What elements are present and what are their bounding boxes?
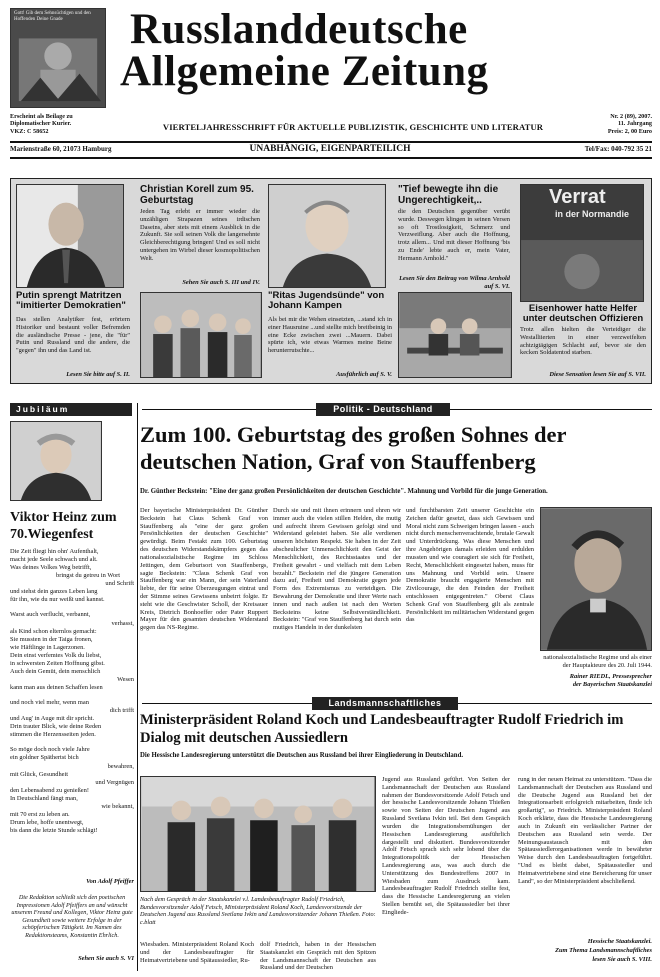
arnhold-body: die den Deutschen gegenüber verübt wurde. Deswegen klingen in seinen Versen so oft Trostlosigkeit, Schmerz und Verzweiflung. Aber auch die Hoffnung, trotz allem... Und mit dieser Hoffnung 'bis zu Ende' lebte auch er, mein Vater, Hermann Arnhold." (398, 208, 510, 262)
poem-line: und noch viel mehr, wenn man (10, 699, 89, 707)
bench-photo-icon (399, 293, 511, 377)
kampen-headline[interactable]: "Ritas Jugendsünde" von Johann Kampen (268, 290, 385, 311)
kampen-body: Als bei mir die Wehen einsetzten, ...stand ich in einer Hausruine ...und stellte mich breitbeinig in eine Ecke zwischen zwei ...Mauern. Dabei spürte ich, wie etwas Warmes meine Beine herunterrutschte... (268, 316, 392, 355)
poem-line: ein goldner Späthertst bich (10, 754, 79, 762)
masthead-logo-image (10, 8, 106, 108)
lands-col2: dolf Friedrich, haben in der Hessischen Staatskanzlei ein Gespräch mit den Spitzen der Landsmannschaft der Deutschen aus Russland und der Deutschen (260, 941, 376, 971)
lands-signature-org: Hessische Staatskanzlei. (587, 938, 652, 945)
poem-line: Auch dein Gemüt, dein menschlich (10, 667, 101, 675)
poem-line: bringst du getreu in Wort (56, 572, 120, 580)
poem-line: Sie mussten in der Taiga fronen, (10, 635, 93, 643)
masthead-divider-bottom (10, 157, 652, 159)
poem-line: bis dann die letzte Stunde schlägt! (10, 827, 98, 834)
book-title: Verrat (549, 186, 606, 208)
poem-line: Warst auch verflucht, verbannt, (10, 611, 91, 619)
lands-headline[interactable]: Ministerpräsident Roland Koch und Landesbeauftragter Rudolf Friedrich im Dialog mit deutschen Aussiedlern (140, 712, 624, 746)
book-subtitle: in der Normandie (555, 209, 630, 219)
lands-lead: Die Hessische Landesregierung unterstützt die Deutschen aus Russland bei ihrer Eingliederung in Deutschland. (140, 752, 464, 759)
lands-col4: rung in der neuen Heimat zu unterstützen. "Dass die Landsmannschaft der Deutschen aus Russland und die Deutsche Jugend aus Russland bei der Integrationsarbeit erfolgreich mitarbeiten, finde ich großartig", so Friedrich. Ministerpräsident Roland Koch erklärte, dass die Hessische Landesregierung auch in Zukunft ein verlässlicher Partner der Deutschen aus Russland sein werde. Der Meinungsaustausch mit den Spätaussiedlerorganisationen werde in bewährter Weise durch den Landesbeauftragten fortgeführt. "Und es bleibt dabei, Spätaussiedler und Heimatvertriebene sind eine Bereicherung für unser Land", so der Ministerpräsident abschließend. (518, 776, 652, 885)
masthead-title-line2: Allgemeine Zeitung (120, 48, 489, 95)
korell-headline[interactable]: Christian Korell zum 95. Geburtstag (140, 184, 254, 206)
poem-line: Drin trauter Blick, wie deine Reden (10, 723, 102, 731)
portrait-icon (269, 185, 385, 287)
korell-family-photo (140, 292, 262, 378)
politik-signature-name: Rainer RIEDL, Pressesprecher (569, 673, 652, 680)
politik-signature-org: der Bayerischen Staatskanzlei (572, 681, 652, 688)
korell-body: Jeden Tag erlebt er immer wieder die unzähligen Strapazen seines irdischen Daseins, aber stets mit einem Ausblick in die Zukunft. Sie soll seinen Volk die langersehnte Gleichberechtigung bringen! Und es soll nicht untergehen im Wirbel dieser kosmopolitischen Welt. (140, 208, 260, 262)
poem-line: In Deutschland fängt man, (10, 794, 78, 802)
arnhold-bench-photo (398, 292, 512, 378)
politik-lead: Dr. Günther Beckstein: "Eine der ganz großen Persönlichkeiten der deutschen Geschichte". Mahnung und Vorbild für die junge Generation. (140, 488, 548, 495)
eisenhower-body: Trotz allen hielten die Verteidiger die Westalliierten in einer verzweifelten achtzigtägigen Schlacht auf, bevor sie den kecken Soldatentod starben. (520, 326, 646, 357)
lands-signature-ref1[interactable]: Zum Thema Landsmannschaftliches (555, 947, 652, 954)
poem-line: kann man aus deinen Schaffen lesen (10, 684, 103, 691)
putin-page-ref[interactable]: Lesen Sie bitte auf S. II. (66, 371, 130, 378)
masthead-left-info-line: Erscheint als Beilage zu (10, 113, 73, 120)
politik-col2: Durch sie und mit ihnen erinnern und ehren wir immer auch die vielen stillen Helden, die mutig und aufrecht ihrem Gewissen gefolgt sind und Widerstand geleistet haben. Sie alle verdienen unseren höchsten Respekt. Sie haben in der Zeit abscheulicher Unmenschlichkeit den Geist der Menschlichkeit, des Rechtsstaates und der Freiheit gewahrt - und vielfach mit dem Leben bezahlt." Beckstein rief die jüngere Generation dazu auf, Freiheit und Demokratie gegen jede Form des Extremismus zu verteidigen. Die Bewahrung der Demokratie und ihrer Werte nach innen und nach außen ist nach den Worten Becksteins keine Selbstverständlichkeit. Beckstein: "Graf von Stauffenberg hat durch sein mutiges Handeln in der dunkelsten (273, 507, 401, 632)
lands-signature-ref2[interactable]: lesen Sie auch S. VIII. (592, 956, 652, 963)
politik-col1: Der bayerische Ministerpräsident Dr. Günther Beckstein hat Claus Schenk Graf von Stauffenberg als "eine der ganz großen Persönlichkeiten der deutschen Geschichte" gewürdigt. Beim Festakt zum 100. Geburtstag des deutschen Widerstandskämpfers gegen das nationalsozialistische Regime im Schloss Jettingen, dem Geburtsort von Stauffenbergs, sagte Beckstein: "Claus Schenk Graf von Stauffenberg war ein Mann, der sein Vaterland liebte, der für seine Überzeugungen eintrat und der Stimme seines Gewissens unbeirrt folgte. Er steht wie die Geschwister Scholl, der Kreisauer Kreis, Dietrich Bonhoeffer oder Pater Ruppert Mayer für den gesamten deutschen Widerstand gegen das NS-Regime. (140, 507, 268, 632)
logo-caption: Gott! Gib dem Sehnsüchtigen und den Hoffenden Deine Gnade (14, 11, 91, 22)
arnhold-headline[interactable]: "Tief bewegte ihn die Ungerechtigkeit,.. (398, 184, 499, 206)
poem-line: wie bekannt, (101, 802, 134, 810)
group-photo-icon (141, 777, 375, 891)
putin-headline[interactable]: Putin sprengt Matritzen "imitierter Demokratien" (16, 290, 126, 311)
lands-section-label: Landsmannschaftliches (312, 697, 458, 710)
poem-line: als Kind schon elternlos gemacht: (10, 627, 97, 635)
verrat-book-cover (520, 184, 644, 302)
masthead-left-info-line: Diplomatischer Kurier. (10, 120, 72, 128)
jubilaeum-closing: Die Redaktion schließt sich den poetischen Impressionen Adolf Pfeiffers an und wünscht unserem Freund und Kollegen, Viktor Heinz gute Gesundheit sowie weitere Erfolge in der schöpferischen Tätigkeit. Im Namen des Redaktionsteams, Konstantin Ehrlich. (11, 894, 133, 939)
poem-line: mit Glück, Gesundheit (10, 770, 69, 778)
jubilaeum-page-ref[interactable]: Sehen Sie auch S. VI (78, 955, 134, 962)
putin-body: Das stellen Analytiker fest, erörtern Historiker und bestaunt voller Befremden die ausländische Presse - jene, die "für" Putin und Russland und die andere, die "gegen" ihn und das Land ist. (16, 316, 130, 355)
kampen-photo (268, 184, 386, 288)
jubilaeum-label: Jubiläum (10, 403, 132, 416)
eisenhower-page-ref[interactable]: Diese Sensation lesen Sie auf S. VII. (549, 371, 646, 378)
koch-group-photo (140, 776, 376, 892)
poem-line: mit 70 erst zu leben an. (10, 810, 70, 818)
poem-line: stimmen die Herzensseiten jeden. (10, 731, 96, 739)
poem-line: wie Häftlinge in Lagerzonen. (10, 643, 85, 651)
jubilaeum-poem (10, 548, 134, 835)
poem-line: dich trifft (109, 707, 134, 715)
portrait-icon (541, 508, 651, 650)
poem-line: und Vergnügen (95, 778, 134, 786)
masthead-left-info (10, 113, 120, 135)
masthead-address: Marienstraße 60, 21073 Hamburg (10, 145, 112, 153)
politik-col4: nationalsozialistische Regime und als einer der Hauptakteure des 20. Juli 1944. (543, 654, 652, 669)
masthead-issue-info (580, 113, 652, 135)
putin-photo (16, 184, 124, 288)
masthead-subtitle: VIERTELJAHRESSCHRIFT FÜR AKTUELLE PUBLIZISTIK, GESCHICHTE UND LITERATUR (162, 122, 544, 132)
poem-line (10, 604, 134, 611)
masthead-title-line1: Russlanddeutsche (130, 6, 468, 53)
group-photo-icon (141, 293, 261, 377)
stauffenberg-photo (540, 507, 652, 651)
poem-author: Von Adolf Pfeiffer (86, 878, 134, 885)
logo-illustration-icon (11, 9, 105, 107)
sidebar-divider (137, 403, 138, 971)
korell-page-ref[interactable]: Sehen Sie auch S. III und IV. (182, 279, 260, 286)
politik-section-label: Politik - Deutschland (316, 403, 450, 416)
jubilaeum-headline[interactable]: Viktor Heinz zum 70.Wiegenfest (10, 510, 117, 542)
issue-year: 11. Jahrgang (617, 120, 652, 128)
poem-line: Wesen (117, 675, 134, 683)
poem-line: und Aug' in Auge mit dir spricht. (10, 715, 95, 723)
poem-line: den Lebensabend zu genießen! (10, 786, 89, 794)
poem-line: Dein einst verfemtes Volk du liebst, (10, 651, 102, 659)
masthead-motto: UNABHÄNGIG, EIGENPARTEILICH (249, 144, 411, 154)
poem-line (10, 692, 134, 699)
poem-line: und Schrift (105, 580, 134, 588)
poem-line: in schwersten Zeiten Hoffnung gibst. (10, 659, 105, 667)
arnhold-page-ref[interactable]: Lesen Sie den Beitrag von Wilma Arnhold auf S. VI. (399, 275, 510, 290)
poem-line: für ihn, wie du nur weißt und kannst. (10, 596, 105, 604)
portrait-icon (11, 422, 101, 500)
politik-col3: und furchtbarsten Zeit unserer Geschichte ein Zeichen dafür gesetzt, dass sich Gewissen und Moral nicht zum Schweigen bringen lassen - auch nicht durch menschenverachtende, brutale Gewalt und Unterdrückung. Was diese Menschen und ihre Angehörigen damals erleiden und erdulden mussten und wie couragiert sie sich für Freiheit, Recht, Menschlichkeit eingesetzt haben, muss für uns Mahnung und Vorbild sein. Unsere Demokratie braucht engagierte Menschen mit Zivilcourage, die den Feinden der Freiheit entschlossen entgegentreten." Oberst Claus Schenk Graf von Stauffenberg gilt als zentrale Persönlichkeit im militärischen Widerstand gegen das (406, 507, 534, 624)
portrait-icon (17, 185, 123, 287)
poem-line: Was deines Volkes Weg betrifft, (10, 564, 92, 572)
poem-line: So möge doch noch viele Jahre (10, 746, 90, 754)
poem-line (10, 739, 134, 746)
kampen-page-ref[interactable]: Ausführlich auf S. V. (336, 371, 392, 378)
eisenhower-headline[interactable]: Eisenhower hatte Helfer unter deutschen Offizieren (522, 303, 644, 324)
poem-line: bewahren, (107, 762, 134, 770)
poem-line: und stehst dein ganzes Leben lang (10, 588, 98, 596)
lands-col3: Jugend aus Russland geführt. Von Seiten der Landsmannschaft der Deutschen aus Russland nahmen der Bundesvorsitzende Adolf Fetsch und der hessische Landesvorsitzende Johann Thießen sowie von Seiten der Deutschen Jugend aus Russland Svetlana Ivkin teil. Bei dem Gespräch wurden die Integrationsbemühungen der Hessischen Landesregierung ausführlich dargestellt und diskutiert. Bundesvorsitzender Adolf Fetsch sprach sich sehr lobend über die Integrationspolitik der Hessischen Landesregierung aus, was auch durch die Unterstützung des Bundestreffens 2007 in Wiesbaden zum Ausdruck kam. Landesbeauftragter Rudolf Friedrich stellte fest, dass die Hessische Landesregierung an vielen Stellen bemüht sei, die Spätaussiedler bei ihrer Eingliede- (382, 776, 510, 916)
poem-line: Die Zeit fliegt hin ohn' Aufenthalt, (10, 548, 99, 555)
masthead-divider-top (10, 141, 652, 143)
viktor-heinz-photo (10, 421, 102, 501)
poem-line: Drum lebe, hoffe unentwegt, (10, 818, 84, 826)
poem-line: verhasst, (111, 619, 134, 627)
issue-price: Preis: 2, 00 Euro (607, 127, 652, 135)
issue-number: Nr. 2 (89), 2007. (610, 113, 652, 120)
poem-line: macht jede Seele schwach und alt. (10, 556, 98, 564)
masthead-phone: Tel/Fax: 040-792 35 21 (584, 145, 652, 153)
politik-headline[interactable]: Zum 100. Geburtstag des großen Sohnes der deutschen Nation, Graf von Stauffenberg (140, 422, 567, 475)
koch-photo-caption: Nach dem Gespräch in der Staatskanzlei v.l. Landesbeauftragter Rudolf Friedrich, Bundesvorsitzender Adolf Fetsch, Ministerpräsident Roland Koch, Landesvorsitzende der Deutschen Jugend aus Russland Svetlana Ivkin und Landesvorsitzender Johann Thießen. Foto: c.blatt (140, 896, 376, 926)
masthead-left-info-line: VKZ: C 58652 (10, 127, 49, 135)
lands-col1: Wiesbaden. Ministerpräsident Roland Koch und der Landesbeauftragter für Heimatvertriebene und Spätaussiedler, Ru- (140, 941, 254, 964)
